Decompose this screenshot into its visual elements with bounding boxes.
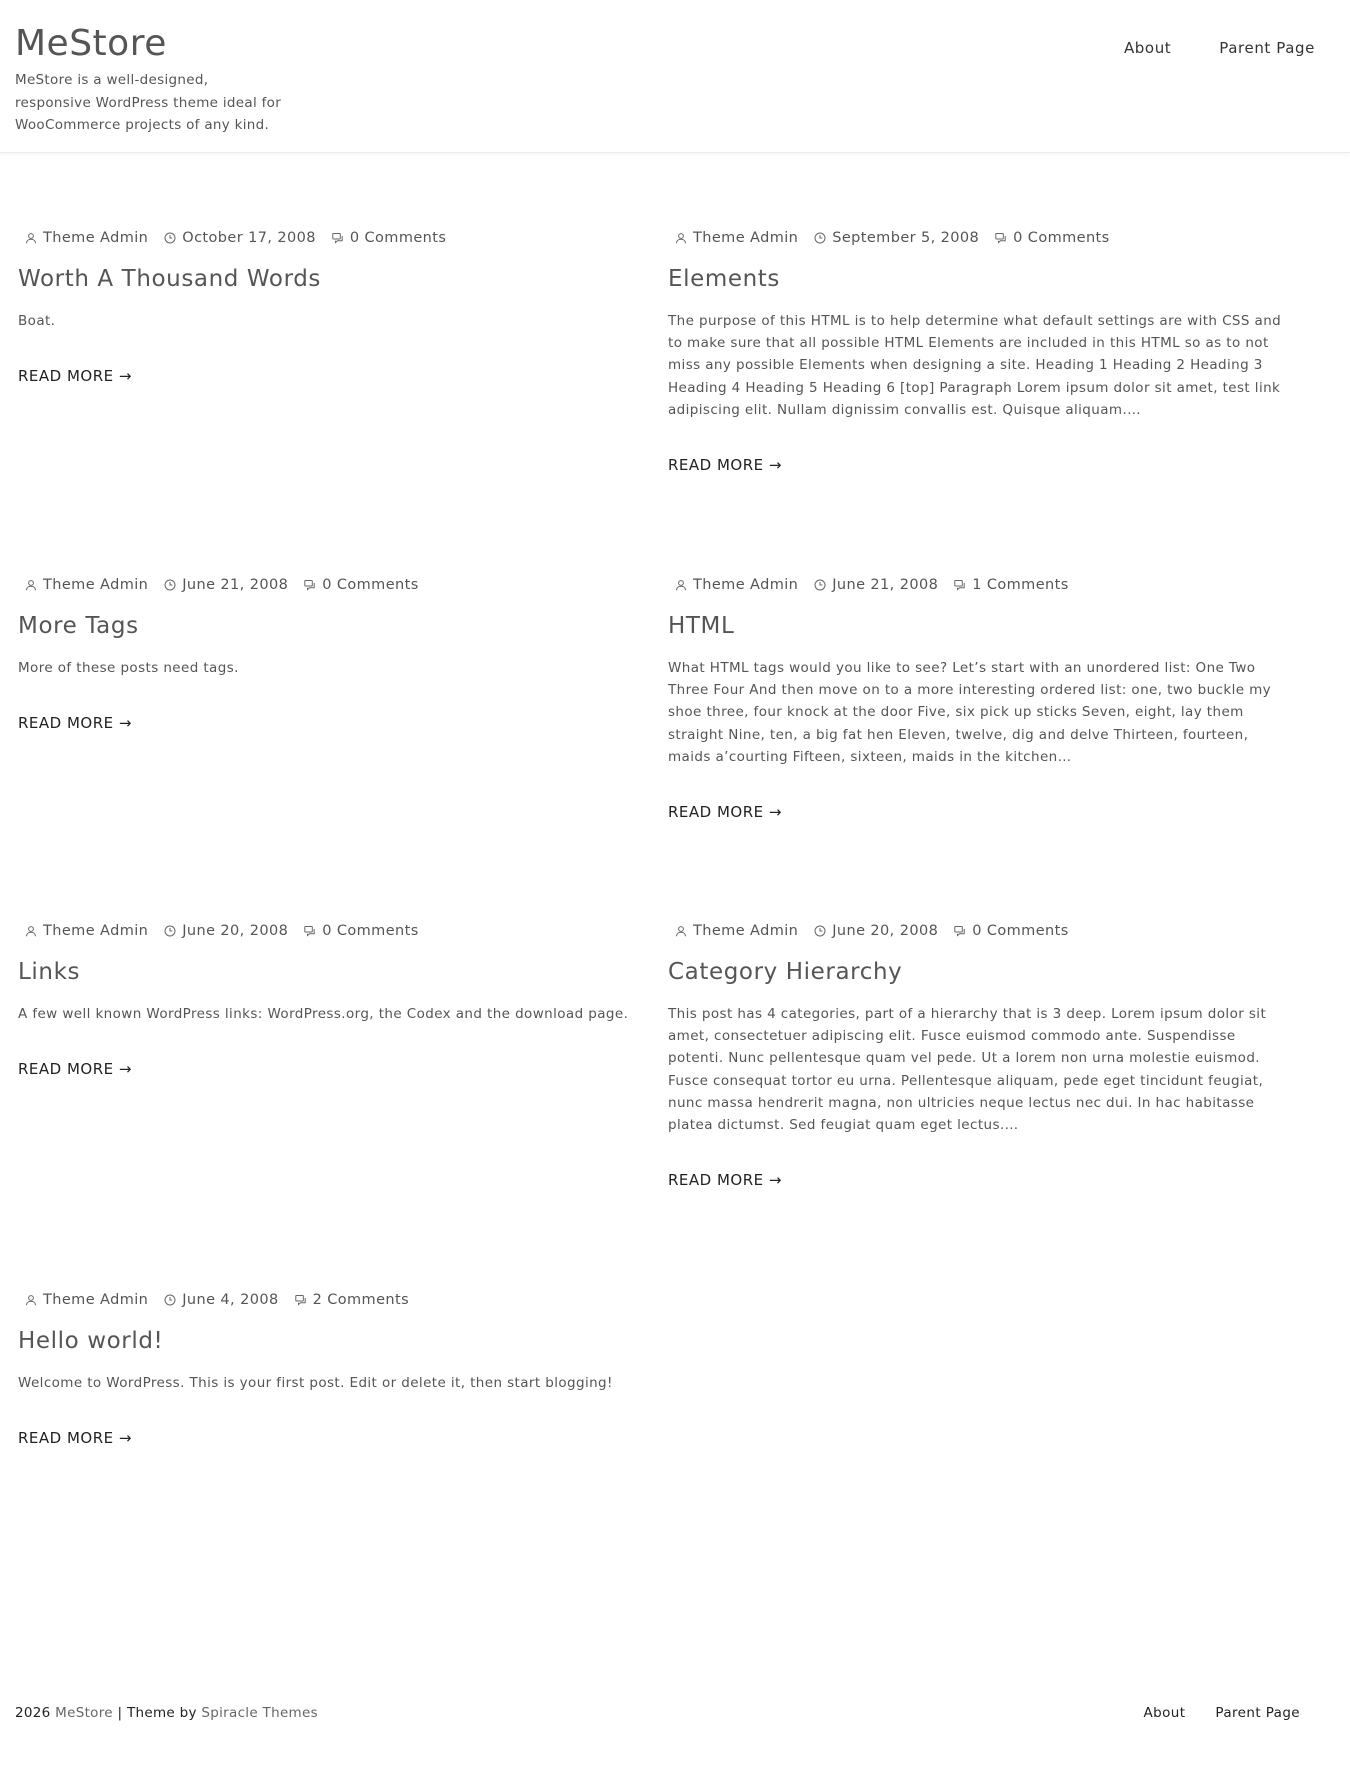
post-comments[interactable]: 1 Comments [954,575,1068,595]
user-icon [675,579,687,591]
footer-separator: | Theme by [117,1705,197,1721]
post-card [18,575,638,733]
post-date[interactable]: October 17, 2008 [164,228,316,248]
post-card [668,921,1288,1190]
user-icon [675,925,687,937]
post-date[interactable]: June 20, 2008 [164,921,288,941]
comments-icon [304,925,316,937]
post-comments[interactable]: 0 Comments [954,921,1068,941]
clock-icon [814,232,826,244]
post-excerpt: What HTML tags would you like to see? Let’s start with an unordered list: One Two Three Four And then move on to a more interesting ordered list: one, two buckle my shoe three, four knock at the door Five, six pick up sticks Seven, eight, lay them straight Nine, ten, a big fat hen Eleven, twelve, dig and delve Thirteen, fourteen, maids a’courting Fifteen, sixteen, maids in the kitchen… [668,660,1272,765]
clock-icon [164,925,176,937]
clock-icon [164,579,176,591]
post-date[interactable]: June 21, 2008 [814,575,938,595]
post-author[interactable]: Theme Admin [675,921,798,941]
post-author[interactable]: Theme Admin [25,921,148,941]
post-excerpt: Boat. [18,313,56,329]
user-icon [25,925,37,937]
clock-icon [814,579,826,591]
post-author[interactable]: Theme Admin [675,228,798,248]
post-card [668,228,1288,475]
post-excerpt: More of these posts need tags. [18,660,239,676]
post-card [18,921,638,1079]
footer-navigation [1143,1703,1300,1723]
post-meta [25,228,638,248]
post-excerpt: The purpose of this HTML is to help determine what default settings are with CSS and to make sure that all possible HTML Elements are included in this HTML so as to not miss any possible Elements when designing a site. Heading 1 Heading 2 Heading 3 Heading 4 Heading 5 Heading 6 [top] Paragraph Lorem ipsum dolor sit amet, test link adipiscing elit. Nullam dignissim convallis est. Quisque aliquam.… [668,313,1282,418]
read-more-link[interactable]: READ MORE → [18,714,132,733]
post-author[interactable]: Theme Admin [675,575,798,595]
post-meta [25,1290,638,1310]
post-comments[interactable]: 0 Comments [304,575,418,595]
post-author[interactable]: Theme Admin [25,1290,148,1310]
comments-icon [954,579,966,591]
user-icon [25,1294,37,1306]
user-icon [25,232,37,244]
post-card [18,228,638,386]
read-more-link[interactable]: READ MORE → [18,367,132,386]
post-title[interactable]: More Tags [18,613,139,639]
post-author[interactable]: Theme Admin [25,228,148,248]
footer-year: 2026 [15,1705,51,1721]
read-more-link[interactable]: READ MORE → [668,456,782,475]
post-excerpt: Welcome to WordPress. This is your first post. Edit or delete it, then start blogging! [18,1375,613,1391]
post-comments[interactable]: 0 Comments [304,921,418,941]
post-title[interactable]: HTML [668,613,735,639]
read-more-link[interactable]: READ MORE → [18,1429,132,1448]
post-date[interactable]: June 4, 2008 [164,1290,278,1310]
post-excerpt: This post has 4 categories, part of a hierarchy that is 3 deep. Lorem ipsum dolor sit amet, consectetuer adipiscing elit. Fusce euismod commodo ante. Suspendisse potenti. Nunc pellentesque quam vel pede. Ut a lorem non urna molestie euismod. Fusce consequat tortor eu urna. Pellentesque aliquam, pede eget tincidunt feugiat, nunc massa hendrerit magna, non ultricies neque lectus nec dui. In hac habitasse platea dictumst. Sed feugiat quam eget lectus.… [668,1006,1267,1134]
post-date[interactable]: September 5, 2008 [814,228,979,248]
post-date[interactable]: June 20, 2008 [814,921,938,941]
comments-icon [304,579,316,591]
post-comments[interactable]: 0 Comments [332,228,446,248]
post-meta [25,921,638,941]
comments-icon [295,1294,307,1306]
post-title[interactable]: Elements [668,266,781,292]
read-more-link[interactable]: READ MORE → [18,1060,132,1079]
comments-icon [954,925,966,937]
site-footer [0,1700,1350,1728]
user-icon [25,579,37,591]
main-navigation [1124,38,1315,58]
post-date[interactable]: June 21, 2008 [164,575,288,595]
post-title[interactable]: Hello world! [18,1328,164,1354]
clock-icon [164,232,176,244]
post-meta [25,575,638,595]
footer-theme-link[interactable]: Spiracle Themes [201,1705,318,1721]
post-title[interactable]: Category Hierarchy [668,959,903,985]
site-title[interactable]: MeStore [15,23,167,64]
post-excerpt: A few well known WordPress links: WordPress.org, the Codex and the download page. [18,1006,629,1022]
footer-nav-parent-page[interactable]: Parent Page [1215,1705,1300,1721]
clock-icon [814,925,826,937]
comments-icon [995,232,1007,244]
footer-nav-about[interactable]: About [1143,1705,1186,1721]
post-meta [675,921,1288,941]
nav-link-about[interactable]: About [1123,39,1172,57]
site-header [0,0,1350,153]
post-title[interactable]: Worth A Thousand Words [18,266,322,292]
post-meta [675,228,1288,248]
post-card [18,1290,638,1448]
post-card [668,575,1288,822]
user-icon [675,232,687,244]
post-comments[interactable]: 0 Comments [995,228,1109,248]
read-more-link[interactable]: READ MORE → [668,803,782,822]
site-tagline: MeStore is a well-designed, responsive WordPress theme ideal for WooCommerce projects of any kind. [15,72,282,133]
footer-credit [15,1703,318,1723]
footer-site-link[interactable]: MeStore [55,1705,113,1721]
post-comments[interactable]: 2 Comments [295,1290,409,1310]
clock-icon [164,1294,176,1306]
nav-link-parent-page[interactable]: Parent Page [1219,39,1315,57]
post-meta [675,575,1288,595]
read-more-link[interactable]: READ MORE → [668,1171,782,1190]
post-title[interactable]: Links [18,959,81,985]
post-author[interactable]: Theme Admin [25,575,148,595]
comments-icon [332,232,344,244]
